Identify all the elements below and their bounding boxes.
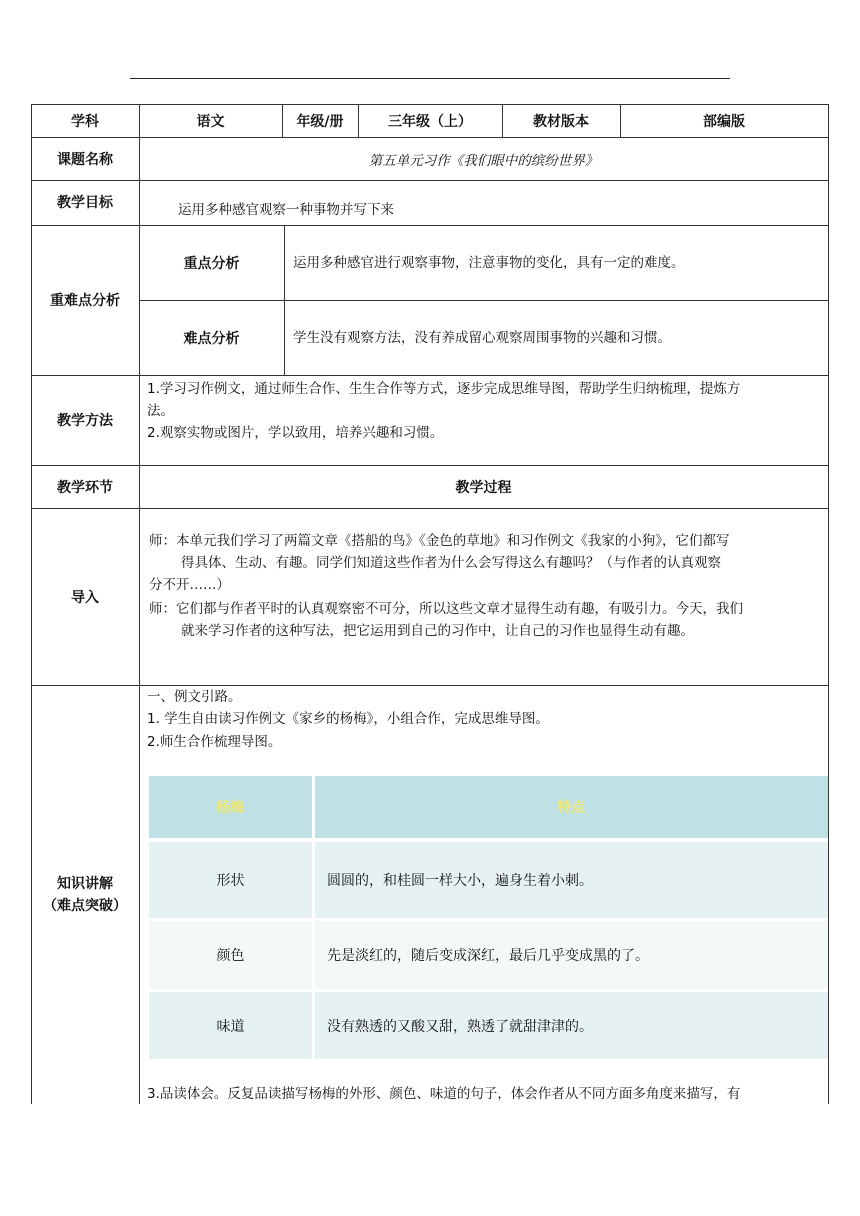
row-feature: 先是淡红的，随后变成深红，最后几乎变成黑的了。 (327, 948, 649, 964)
knowledge-label (31, 685, 139, 1104)
header-feature: 特点 (557, 800, 586, 816)
goal-label: 教学目标 (57, 194, 113, 211)
hard-point-text: 学生没有观察方法，没有养成留心观察周围事物的兴趣和习惯。 (293, 330, 671, 346)
process-heading: 教学过程 (455, 479, 512, 496)
table-row (149, 992, 828, 1059)
row-feature: 圆圆的，和桂圆一样大小，遍身生着小刺。 (327, 873, 593, 889)
intro-p1-line2: 得具体、生动、有趣。同学们知道这些作者为什么会写得这么有趣吗？（与作者的认真观察 (181, 555, 721, 571)
intro-p1-line3: 分不开……） (149, 577, 230, 593)
difficulty-label: 重难点分析 (50, 293, 120, 309)
knowledge-label-line-1: 知识讲解 (57, 875, 113, 892)
knowledge-label-line-2: （难点突破） (43, 897, 127, 914)
title-label: 课题名称 (57, 151, 113, 168)
row-feature: 没有熟透的又酸又甜，熟透了就甜津津的。 (327, 1018, 593, 1035)
subject-value: 语文 (196, 113, 225, 130)
goal-text: 运用多种感官观察一种事物并写下来 (178, 202, 394, 218)
yangmei-table-header (149, 776, 828, 838)
method-line-1b: 法。 (147, 403, 174, 419)
intro-p1-line1: 师：本单元我们学习了两篇文章《搭船的鸟》《金色的草地》和习作例文《我家的小狗》，它们都写 (149, 533, 730, 549)
key-point-label: 重点分析 (183, 255, 240, 272)
method-line-2: 2.观察实物或图片，学以致用，培养兴趣和习惯。 (147, 425, 444, 441)
edition-value: 部编版 (703, 113, 745, 130)
row-aspect: 颜色 (216, 948, 245, 964)
lesson-title: 第五单元习作《我们眼中的缤纷世界》 (368, 152, 599, 169)
header-rule (130, 78, 730, 79)
row-aspect: 形状 (216, 873, 245, 889)
hard-point-label: 难点分析 (183, 330, 240, 347)
table-row (149, 921, 828, 989)
process-label: 教学环节 (57, 479, 113, 496)
intro-p2-line1: 师：它们都与作者平时的认真观察密不可分，所以这些文章才显得生动有趣，有吸引力。今天，我们 (149, 601, 743, 617)
header-yangmei: 杨梅 (216, 800, 245, 816)
knowledge-line-4: 3.品读体会。反复品读描写杨梅的外形、颜色、味道的句子，体会作者从不同方面多角度来描写，有 (147, 1086, 741, 1102)
table-row (149, 842, 828, 918)
grade-label: 年级/册 (296, 113, 344, 130)
intro-label: 导入 (71, 589, 99, 606)
knowledge-line-1: 一、例文引路。 (147, 689, 242, 705)
edition-label: 教材版本 (533, 113, 589, 130)
subject-label: 学科 (71, 113, 99, 130)
grade-value: 三年级（上） (388, 113, 472, 130)
key-point-text: 运用多种感官进行观察事物，注意事物的变化，具有一定的难度。 (293, 255, 685, 271)
row-aspect: 味道 (216, 1018, 245, 1035)
knowledge-line-3: 2.师生合作梳理导图。 (147, 734, 282, 750)
method-line-1: 1.学习习作例文，通过师生合作、生生合作等方式，逐步完成思维导图，帮助学生归纳梳理，提炼方 (147, 381, 741, 397)
method-label: 教学方法 (57, 413, 113, 429)
knowledge-line-2: 1. 学生自由读习作例文《家乡的杨梅》，小组合作，完成思维导图。 (147, 711, 549, 727)
intro-p2-line2: 就来学习作者的这种写法，把它运用到自己的习作中，让自己的习作也显得生动有趣。 (181, 623, 694, 639)
